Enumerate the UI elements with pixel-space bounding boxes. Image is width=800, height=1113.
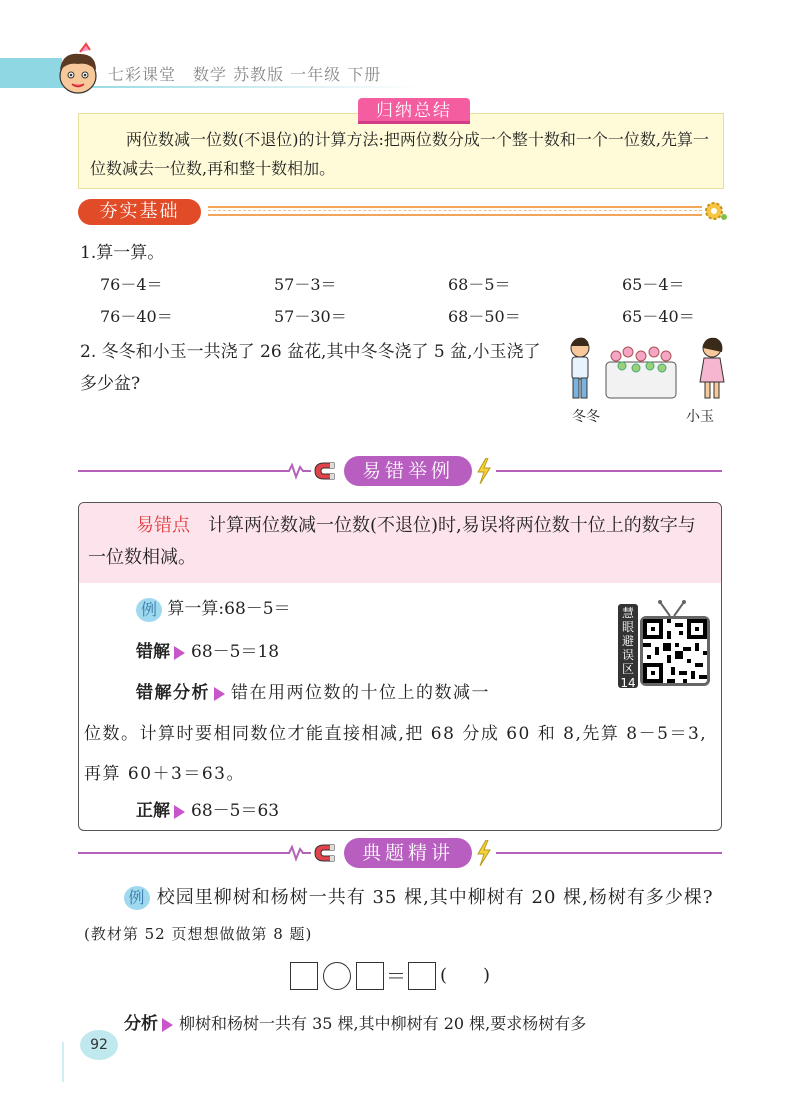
classic-example-text: 校园里柳树和杨树一共有 35 棵,其中柳树有 20 棵,杨树有多少棵?	[156, 887, 714, 908]
classic-banner	[78, 842, 722, 864]
lightning-icon	[476, 840, 492, 866]
page-side-rule	[62, 1042, 64, 1082]
kid-label-right: 小玉	[686, 409, 714, 425]
calc-item: 65－4＝	[622, 275, 685, 294]
calc-item: 68－50＝	[448, 307, 521, 326]
answer-box[interactable]	[408, 962, 436, 990]
classic-analysis-label: 分析	[124, 1014, 158, 1034]
header-title: 七彩课堂 数学 苏教版 一年级 下册	[108, 65, 382, 84]
qr-side-label: 慧眼避误区14	[618, 604, 638, 688]
wave-icon	[283, 842, 311, 864]
kids-watering-flowers-image	[566, 334, 730, 406]
mascot-icon	[50, 42, 108, 98]
answer-box[interactable]	[356, 962, 384, 990]
unit-paren: ( )	[440, 965, 491, 986]
banner-line-right	[496, 852, 722, 854]
analysis-first-text: 错在用两位数的十位上的数减一	[231, 683, 490, 703]
error-example-line	[136, 594, 291, 622]
calc-item: 76－40＝	[100, 307, 173, 326]
basics-tag: 夯实基础	[78, 199, 201, 225]
right-solution-line	[136, 796, 279, 821]
page-number: 92	[80, 1030, 118, 1060]
summary-tag: 归纳总结	[358, 98, 470, 124]
banner-line-left	[78, 852, 283, 854]
banner-line-left	[78, 470, 283, 472]
calc-item: 68－5＝	[448, 275, 511, 294]
error-example-text: 算一算:68－5＝	[167, 599, 291, 619]
calc-item: 57－30＝	[274, 307, 347, 326]
classic-example	[84, 880, 724, 952]
lightning-icon	[476, 458, 492, 484]
gear-icon	[702, 198, 728, 224]
kid-label-left: 冬冬	[572, 409, 600, 425]
calc-item: 76－4＝	[100, 275, 163, 294]
right-solution-label: 正解	[136, 801, 170, 821]
calc-item: 57－3＝	[274, 275, 337, 294]
triangle-icon	[214, 687, 225, 701]
wrong-solution-label: 错解	[136, 642, 170, 662]
triangle-icon	[162, 1018, 173, 1032]
analysis-first-line	[136, 678, 490, 703]
banner-line-right	[496, 470, 722, 472]
wave-icon	[283, 460, 311, 482]
triangle-icon	[174, 646, 185, 660]
right-solution-text: 68－5＝63	[191, 801, 280, 821]
magnet-icon	[312, 460, 338, 482]
example-badge: 例	[136, 598, 162, 622]
calc-item: 65－40＝	[622, 307, 695, 326]
question-2-text: 2. 冬冬和小玉一共浇了 26 盆花,其中冬冬浇了 5 盆,小玉浇了多少盆?	[80, 342, 541, 394]
analysis-rest-text: 位数。计算时要相同数位才能直接相减,把 68 分成 60 和 8,先算 8－5＝3,再算 60＋3＝63。	[84, 724, 708, 784]
wrong-solution-text: 68－5＝18	[191, 642, 280, 662]
operator-circle[interactable]	[323, 962, 351, 990]
qr-code-icon[interactable]	[643, 619, 707, 683]
classic-example-source: (教材第 52 页想想做做第 8 题)	[84, 925, 313, 943]
equals-sign: ＝	[386, 964, 406, 988]
qr-code-panel	[618, 600, 712, 690]
error-point-label: 易错点	[136, 515, 190, 536]
qr-frame	[640, 616, 710, 686]
wrong-solution-line	[136, 637, 279, 662]
answer-box[interactable]	[290, 962, 318, 990]
header-rule	[62, 86, 422, 88]
classic-analysis-text: 柳树和杨树一共有 35 棵,其中柳树有 20 棵,要求杨树有多	[179, 1014, 587, 1033]
errors-banner	[78, 460, 722, 482]
question-1-title: 1.算一算。	[80, 243, 165, 263]
basics-rule	[208, 206, 702, 216]
example-badge: 例	[124, 886, 150, 910]
analysis-label: 错解分析	[136, 683, 210, 703]
classic-analysis-line	[124, 1010, 724, 1038]
magnet-icon	[312, 842, 338, 864]
errors-banner-tag: 易错举例	[344, 456, 472, 486]
summary-text: 两位数减一位数(不退位)的计算方法:把两位数分成一个整十数和一个一位数,先算一位数减去一位数,再和整十数相加。	[90, 130, 709, 178]
classic-banner-tag: 典题精讲	[344, 838, 472, 868]
error-point-text: 计算两位数减一位数(不退位)时,易误将两位数十位上的数字与一位数相减。	[88, 515, 696, 568]
triangle-icon	[174, 805, 185, 819]
